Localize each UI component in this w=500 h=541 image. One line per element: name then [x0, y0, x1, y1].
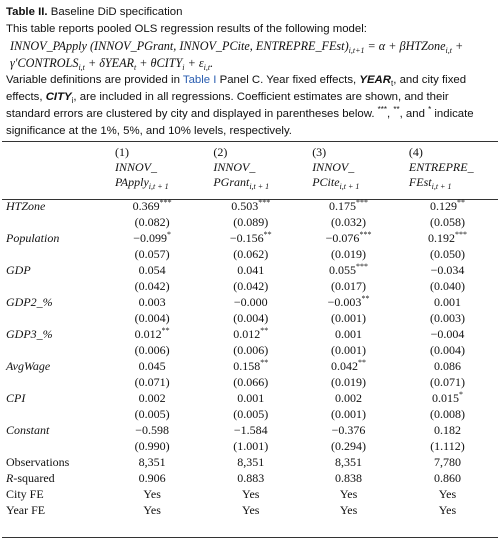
coef-cell: [201, 390, 300, 406]
sig-stars: ***: [356, 262, 369, 271]
se-cell: (0.001): [331, 311, 367, 325]
stat-label: [2, 486, 103, 502]
stat-cell: Yes: [242, 487, 260, 501]
se-cell: (0.082): [134, 215, 170, 229]
table-caption: [6, 4, 494, 140]
coef-value: 0.003: [138, 295, 166, 309]
coef-value: −0.003: [327, 295, 362, 309]
eq-error: + ε: [184, 56, 204, 70]
column-subscript: i,t + 1: [339, 182, 360, 191]
top-rule: [2, 141, 498, 142]
coef-cell: [201, 422, 300, 438]
variable-name: GDP2_%: [6, 295, 53, 309]
sig-stars: *: [458, 390, 463, 399]
coef-value: 0.175: [329, 199, 357, 213]
stat-label-text: City FE: [6, 487, 44, 501]
column-name: ENTREPRE_: [408, 160, 474, 174]
se-cell: (0.071): [429, 375, 465, 389]
coef-cell: [397, 422, 498, 438]
coef-cell: [300, 390, 397, 406]
coef-value: 0.055: [329, 263, 357, 277]
sig-stars: ***: [159, 198, 172, 207]
caption-body: [6, 74, 474, 137]
column-subname: [103, 175, 201, 190]
coef-cell: [300, 198, 397, 214]
year-var: YEAR: [359, 74, 392, 86]
coef-value: 0.503: [231, 199, 259, 213]
se-row: [2, 278, 498, 294]
se-cell: (0.990): [134, 439, 170, 453]
variable-name: AvgWage: [6, 359, 51, 373]
se-cell: (0.062): [233, 247, 269, 261]
eq-sub: i,t: [78, 63, 85, 72]
regression-table: [2, 145, 498, 518]
se-cell: (0.058): [429, 215, 465, 229]
se-cell: (0.005): [233, 407, 269, 421]
caption-text: Variable definitions are provided in: [6, 74, 183, 86]
coef-cell: [300, 326, 397, 342]
sig-stars: **: [263, 230, 272, 239]
city-var: CITY: [45, 91, 72, 103]
coef-cell: [103, 326, 201, 342]
coef-value: 0.012: [233, 327, 261, 341]
sig-stars: ***: [454, 230, 467, 239]
coef-value: 0.045: [138, 359, 166, 373]
stat-label: [2, 502, 103, 518]
se-cell: (0.294): [331, 439, 367, 453]
eq-controls: γ′CONTROLS: [10, 56, 79, 70]
se-row: [2, 374, 498, 390]
header-name-row: [2, 160, 498, 175]
eq-rhs: = α + βHTZone: [364, 39, 446, 53]
coef-cell: [397, 230, 498, 246]
coef-value: 0.012: [134, 327, 162, 341]
coef-cell: [103, 230, 201, 246]
column-name: INNOV_: [312, 160, 355, 174]
eq-sub: i,t+1: [348, 46, 365, 55]
coef-value: −0.000: [233, 295, 268, 309]
eq-sub: t: [134, 63, 137, 72]
eq-year: + δYEAR: [84, 56, 134, 70]
column-name-part: FEst: [408, 175, 432, 189]
se-cell: (0.006): [134, 343, 170, 357]
se-label: [2, 246, 103, 262]
se-cell: (0.008): [429, 407, 465, 421]
stat-cell: Yes: [438, 487, 457, 501]
stat-cell: 0.906: [138, 471, 166, 485]
coef-cell: [103, 358, 201, 374]
sig-stars: **: [161, 326, 170, 335]
column-number: (3): [312, 145, 327, 159]
se-row: [2, 246, 498, 262]
coef-cell: [201, 358, 300, 374]
stat-label-text: Year FE: [6, 503, 46, 517]
coef-value: 0.054: [138, 263, 166, 277]
stat-cell: 8,351: [335, 455, 363, 469]
stat-label-text: -squared: [13, 471, 55, 485]
header-num-row: [2, 145, 498, 160]
se-cell: (0.001): [331, 407, 367, 421]
coef-value: 0.001: [335, 327, 363, 341]
stat-row: [2, 470, 498, 486]
se-cell: (0.019): [331, 375, 367, 389]
column-number: (2): [213, 145, 228, 159]
coef-value: −0.076: [325, 231, 360, 245]
stat-cell: Yes: [339, 487, 358, 501]
column-subname: [300, 175, 397, 190]
coef-value: 0.015: [431, 391, 459, 405]
coef-cell: [103, 294, 201, 310]
se-cell: (0.057): [134, 247, 170, 261]
se-cell: (0.066): [233, 375, 269, 389]
header-blank: [2, 145, 103, 160]
coef-cell: [201, 230, 300, 246]
stat-row: [2, 502, 498, 518]
variable-name: CPI: [6, 391, 26, 405]
sig-stars: *: [167, 230, 172, 239]
coef-value: −0.004: [430, 327, 465, 341]
column-number: (4): [408, 145, 423, 159]
coef-cell: [397, 262, 498, 278]
header-sub-row: [2, 175, 498, 190]
table-title: [6, 4, 494, 21]
stat-cell: Yes: [339, 503, 358, 517]
eq-sub: i,t: [445, 46, 452, 55]
stat-row: [2, 454, 498, 470]
se-cell: (0.071): [134, 375, 170, 389]
city-sub: i: [71, 96, 74, 105]
se-cell: (0.003): [429, 311, 465, 325]
se-label: [2, 342, 103, 358]
stat-cell: Yes: [143, 487, 161, 501]
se-cell: (0.019): [331, 247, 367, 261]
coef-cell: [300, 422, 397, 438]
coef-cell: [103, 198, 201, 214]
se-row: [2, 214, 498, 230]
caption-text: , are included in all regressions. Coefficient estimates are shown, and their standard errors are clustered by city and displayed in parentheses below.: [6, 91, 449, 120]
coef-cell: [201, 198, 300, 214]
stat-cell: 0.838: [335, 471, 363, 485]
stat-cell: 8,351: [138, 455, 166, 469]
column-number: (1): [115, 145, 129, 159]
column-name-part: PCite: [312, 175, 340, 189]
se-cell: (0.001): [331, 343, 367, 357]
se-cell: (0.005): [134, 407, 170, 421]
sig-stars: **: [260, 358, 269, 367]
stat-cell: 7,780: [433, 455, 461, 469]
coef-value: −0.376: [331, 423, 366, 437]
coef-cell: [201, 326, 300, 342]
coef-value: 0.182: [433, 423, 461, 437]
coef-cell: [103, 262, 201, 278]
se-cell: (0.050): [429, 247, 465, 261]
coef-value: 0.158: [233, 359, 261, 373]
sig-marker: *: [428, 105, 432, 114]
se-label: [2, 438, 103, 454]
eq-plus: +: [451, 39, 464, 53]
stat-row: [2, 486, 498, 502]
stat-cell: Yes: [242, 503, 260, 517]
table-link[interactable]: Table I: [182, 74, 217, 86]
coef-value: −0.099: [133, 231, 168, 245]
column-subscript: i,t + 1: [431, 182, 452, 191]
header-blank: [2, 160, 103, 175]
sig-stars: ***: [359, 230, 372, 239]
coef-value: 0.041: [237, 263, 265, 277]
stat-label-italic: R: [6, 471, 14, 485]
coef-value: 0.369: [132, 199, 160, 213]
se-label: [2, 374, 103, 390]
coef-row: [2, 390, 498, 406]
coef-value: 0.042: [331, 359, 359, 373]
table-title-text: Baseline DiD specification: [50, 6, 183, 18]
coef-cell: [103, 390, 201, 406]
coef-row: [2, 230, 498, 246]
sig-marker: **: [393, 105, 400, 114]
sig-stars: **: [456, 198, 465, 207]
coef-cell: [300, 230, 397, 246]
sig-stars: ***: [356, 198, 369, 207]
se-label: [2, 406, 103, 422]
coef-cell: [201, 294, 300, 310]
stat-cell: Yes: [438, 503, 457, 517]
se-cell: (0.004): [429, 343, 465, 357]
coef-row: [2, 358, 498, 374]
column-subname: [397, 175, 498, 190]
stat-label-text: Observations: [6, 455, 70, 469]
year-sub: t: [391, 79, 394, 88]
coef-cell: [300, 294, 397, 310]
se-cell: (0.017): [331, 279, 367, 293]
eq-sub: i: [182, 63, 185, 72]
stat-cell: 0.860: [433, 471, 461, 485]
coef-value: −0.156: [229, 231, 264, 245]
se-cell: (0.089): [233, 215, 269, 229]
spacer: [2, 190, 103, 198]
caption-text: Panel C. Year fixed effects,: [216, 74, 360, 86]
column-subscript: i,t + 1: [249, 182, 270, 191]
sig-marker: ***: [377, 105, 388, 114]
coef-cell: [397, 198, 498, 214]
se-label: [2, 214, 103, 230]
coef-row: [2, 326, 498, 342]
caption-text: indicate significance at the 1%, 5%, and 10% levels, respectively.: [6, 108, 474, 137]
se-cell: (0.006): [233, 343, 269, 357]
coef-row: [2, 262, 498, 278]
coef-cell: [103, 422, 201, 438]
stat-cell: 8,351: [237, 455, 265, 469]
se-cell: (1.001): [233, 439, 269, 453]
coef-value: 0.001: [433, 295, 461, 309]
se-row: [2, 406, 498, 422]
coef-value: −0.598: [135, 423, 170, 437]
column-name-part: PApply: [115, 175, 149, 189]
se-cell: (0.042): [233, 279, 269, 293]
column-subname: [201, 175, 300, 190]
eq-sub: i,t: [203, 63, 211, 72]
coef-value: −1.584: [233, 423, 268, 437]
stat-cell: Yes: [143, 503, 161, 517]
column-name: INNOV_: [213, 160, 256, 174]
se-cell: (0.004): [233, 311, 269, 325]
sig-stars: **: [260, 326, 269, 335]
coef-value: 0.001: [237, 391, 265, 405]
coef-cell: [201, 262, 300, 278]
coef-value: 0.129: [429, 199, 457, 213]
variable-name: HTZone: [6, 199, 46, 213]
se-cell: (0.040): [429, 279, 465, 293]
variable-name: Constant: [6, 423, 50, 437]
coef-row: [2, 294, 498, 310]
coef-value: 0.086: [433, 359, 461, 373]
se-row: [2, 342, 498, 358]
se-label: [2, 310, 103, 326]
variable-name: GDP: [6, 263, 31, 277]
stat-label: [2, 470, 103, 486]
variable-name: GDP3_%: [6, 327, 53, 341]
coef-cell: [397, 358, 498, 374]
coef-row: [2, 422, 498, 438]
caption-text: ,: [387, 108, 394, 120]
se-cell: (0.032): [331, 215, 367, 229]
coef-value: 0.002: [138, 391, 166, 405]
coef-value: −0.034: [430, 263, 465, 277]
header-blank: [2, 175, 103, 190]
eq-lhs: INNOV_PApply (INNOV_PGrant, INNOV_PCite, ENTREPRE_FEst): [10, 39, 349, 53]
variable-name: Population: [6, 231, 60, 245]
bottom-rule: [2, 537, 498, 538]
eq-end: .: [210, 56, 214, 70]
coef-cell: [300, 262, 397, 278]
coef-cell: [397, 326, 498, 342]
se-row: [2, 310, 498, 326]
eq-city: + θCITY: [136, 56, 183, 70]
caption-text: , and: [399, 108, 429, 120]
se-cell: (1.112): [430, 439, 465, 453]
se-cell: (0.042): [134, 279, 170, 293]
column-subscript: i,t + 1: [148, 182, 169, 191]
coef-value: 0.002: [335, 391, 363, 405]
spacer-row: [2, 190, 498, 198]
coef-value: 0.192: [427, 231, 455, 245]
caption-text: , and city fixed effects,: [6, 74, 467, 103]
se-cell: (0.004): [134, 311, 170, 325]
se-row: [2, 438, 498, 454]
column-name: INNOV_: [115, 160, 157, 174]
coef-cell: [397, 390, 498, 406]
se-label: [2, 278, 103, 294]
coef-cell: [397, 294, 498, 310]
caption-intro: This table reports pooled OLS regression results of the following model:: [6, 23, 367, 35]
model-equation: [6, 38, 494, 72]
stat-cell: 0.883: [237, 471, 265, 485]
table-number: Table II.: [6, 6, 48, 18]
sig-stars: **: [361, 294, 370, 303]
sig-stars: **: [358, 358, 367, 367]
coef-cell: [300, 358, 397, 374]
stat-label: [2, 454, 103, 470]
sig-stars: ***: [258, 198, 271, 207]
column-name-part: PGrant: [213, 175, 250, 189]
coef-row: [2, 198, 498, 214]
